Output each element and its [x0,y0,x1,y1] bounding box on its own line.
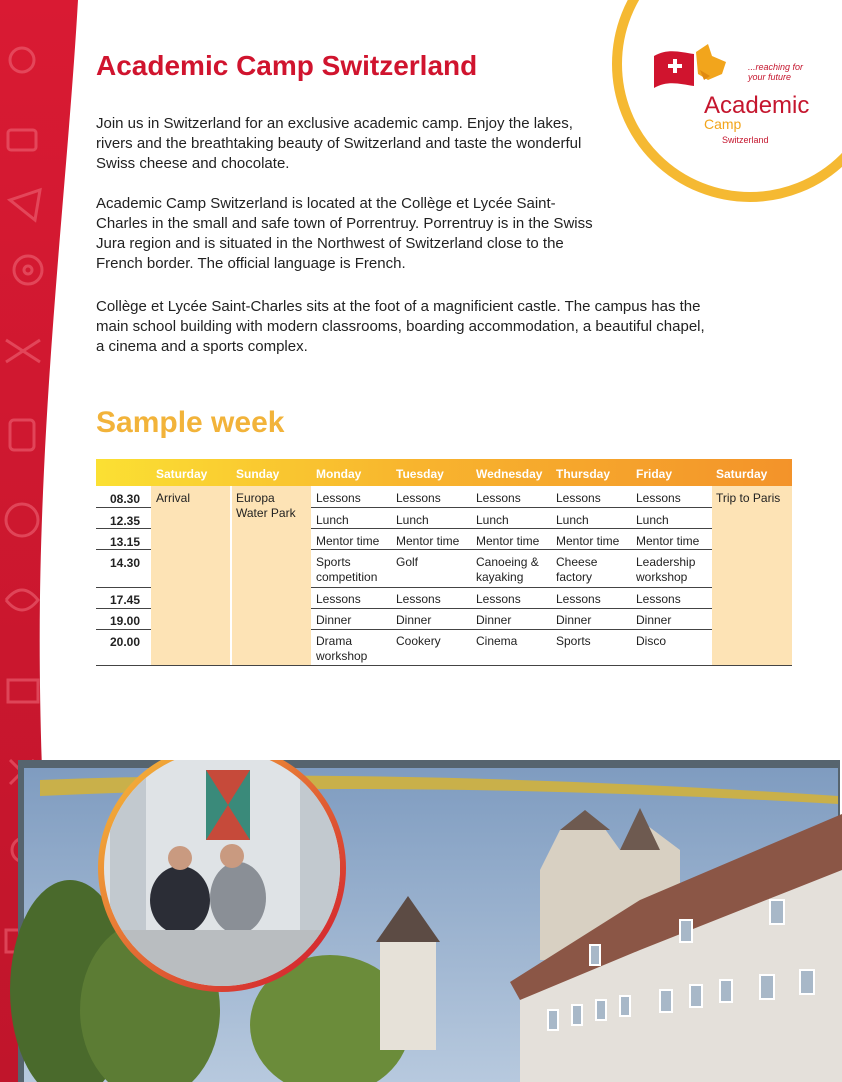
europa-water-park-cell: Europa Water Park [236,491,296,520]
table-bottom-rule [96,665,792,666]
intro-paragraph-1: Join us in Switzerland for an exclusive academic camp. Enjoy the lakes, rivers and the breathtaking beauty of Switzerland and taste the wonderful Swiss cheese and chocolate. [96,115,582,172]
logo-word-academic: Academic [704,92,810,119]
activity-cell: Cheese factory [556,555,598,584]
activity-cell: Mentor time [636,534,700,548]
row-divider [311,629,712,630]
time-label: 17.45 [110,593,141,607]
activity-cell: Lunch [636,513,669,527]
saturday-arrival-column [151,486,230,666]
activity-cell: Lessons [316,491,361,505]
activity-cell: Disco [636,634,667,648]
activity-cell: Lessons [316,592,361,606]
activity-cell: Dinner [316,613,352,627]
activity-cell: Lunch [396,513,429,527]
activity-cell: Lessons [396,592,441,606]
row-divider [311,507,712,508]
row-divider [311,549,712,550]
day-header: Saturday [716,467,768,481]
logo-word-camp: Camp [704,116,742,132]
intro-paragraph-2: Academic Camp Switzerland is located at the Collège et Lycée Saint-Charles in the small and safe town of Porrentruy. Porrentruy is in the Swiss Jura region and is situated in the Northwest of Switzerland close to the French border. The official language is French. [96,195,593,272]
activity-cell: Sports [556,634,591,648]
logo-tagline-line2: your future [748,72,792,82]
activity-cell: Mentor time [476,534,540,548]
activity-cell: Mentor time [396,534,460,548]
intro-paragraph-3: Collège et Lycée Saint-Charles sits at the foot of a magnificient castle. The campus has the main school building with modern classrooms, boarding accommodation, a beautiful chapel, a cinema and a sports complex. [96,298,705,355]
arrival-cell: Arrival [156,491,191,505]
activity-cell: Sports competition [316,555,378,584]
logo-word-switzerland: Switzerland [722,135,769,145]
activity-cell: Lunch [316,513,349,527]
row-divider [96,549,151,550]
time-label: 19.00 [110,614,141,628]
activity-cell: Lessons [636,491,681,505]
row-divider [311,528,712,529]
activity-cell: Cinema [476,634,518,648]
activity-cell: Mentor time [556,534,620,548]
logo-tagline-line1: ...reaching for [748,62,804,72]
activity-cell: Lunch [556,513,589,527]
row-divider [96,528,151,529]
activity-cell: Leadership workshop [636,555,696,584]
day-header: Friday [636,467,673,481]
row-divider [96,629,151,630]
activity-cell: Lessons [556,491,601,505]
row-divider [311,608,712,609]
time-label: 08.30 [110,492,141,506]
time-label: 20.00 [110,635,141,649]
activity-cell: Canoeing & kayaking [476,555,539,584]
activity-cell: Dinner [396,613,432,627]
activity-cell: Lessons [476,491,521,505]
activity-cell: Lunch [476,513,509,527]
activity-cell: Lessons [396,491,441,505]
day-header: Tuesday [396,467,444,481]
time-label: 13.15 [110,535,141,549]
trip-to-paris-cell: Trip to Paris [716,491,781,505]
sample-week-heading: Sample week [96,406,285,439]
logo-tagline [748,62,818,82]
campus-photo [0,760,842,1082]
activity-cell: Drama workshop [316,634,368,663]
time-label: 14.30 [110,556,141,570]
activity-cell: Lessons [476,592,521,606]
page-title: Academic Camp Switzerland [96,50,478,81]
activity-cell: Golf [396,555,419,569]
day-header: Monday [316,467,362,481]
day-header: Saturday [156,467,208,481]
time-label: 12.35 [110,514,141,528]
activity-cell: Cookery [396,634,441,648]
activity-cell: Dinner [476,613,512,627]
activity-cell: Dinner [636,613,672,627]
row-divider [96,587,151,588]
row-divider [311,587,712,588]
activity-cell: Lessons [556,592,601,606]
day-header: Sunday [236,467,280,481]
activity-cell: Lessons [636,592,681,606]
activity-cell: Mentor time [316,534,380,548]
day-header: Thursday [556,467,611,481]
day-header: Wednesday [476,467,543,481]
sample-week-table [96,459,792,666]
row-divider [96,608,151,609]
row-divider [96,507,151,508]
activity-cell: Dinner [556,613,592,627]
saturday-trip-column [712,486,792,666]
